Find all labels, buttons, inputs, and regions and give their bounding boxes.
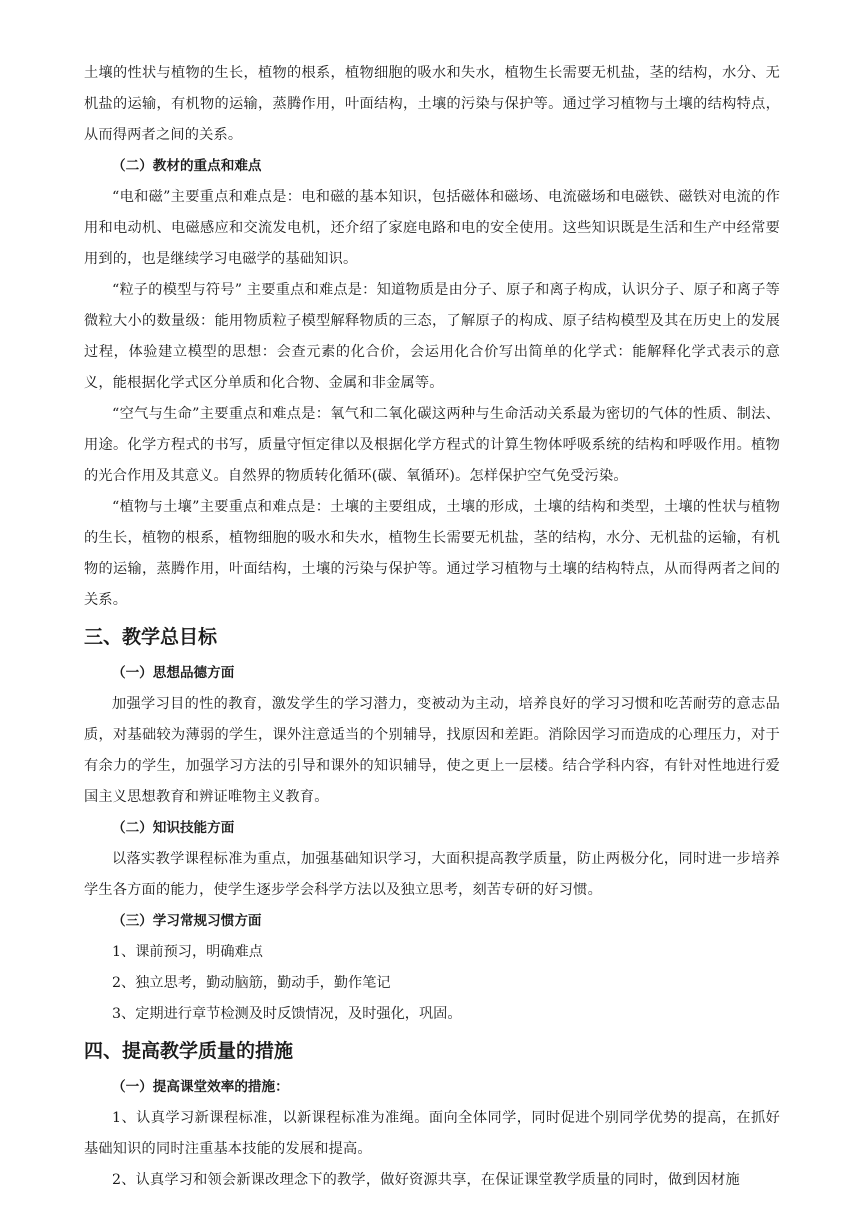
- section-heading-teaching-goals: 三、教学总目标: [84, 626, 218, 648]
- paragraph-measure-1: 1、认真学习新课程标准，以新课程标准为准绳。面向全体同学，同时促进个别同学优势的提高，在抓好基础知识的同时注重基本技能的发展和提高。: [84, 1110, 780, 1157]
- paragraph-plants-soil-continued: 土壤的性状与植物的生长，植物的根系，植物细胞的吸水和失水，植物生长需要无机盐，茎的结构，水分、无机盐的运输，有机物的运输，蒸腾作用，叶面结构，土壤的污染与保护等。通过学习植物与土壤的结构特点，从而得两者之间的关系。: [84, 65, 780, 143]
- section-heading-quality-measures: 四、提高教学质量的措施: [84, 1040, 294, 1062]
- paragraph-plants-soil: “植物与土壤”主要重点和难点是：土壤的主要组成，土壤的形成，土壤的结构和类型，土壤的性状与植物的生长，植物的根系，植物细胞的吸水和失水，植物生长需要无机盐，茎的结构，水分、无机盐的运输，有机物的运输，蒸腾作用，叶面结构，土壤的污染与保护等。通过学习植物与土壤的结构特点，从而得两者之间的关系。: [84, 499, 780, 608]
- paragraph-particle-model: “粒子的模型与符号” 主要重点和难点是：知道物质是由分子、原子和离子构成，认识分子、原子和离子等微粒大小的数量级：能用物质粒子模型解释物质的三态，了解原子的构成、原子结构模型及其在历史上的发展过程，体验建立模型的思想：会查元素的化合价，会运用化合价写出简单的化学式：能解释化学式表示的意义，能根据化学式区分单质和化合物、金属和非金属等。: [84, 282, 780, 391]
- paragraph-air-life: “空气与生命”主要重点和难点是：氧气和二氧化碳这两种与生命活动关系最为密切的气体的性质、制法、用途。化学方程式的书写，质量守恒定律以及根据化学方程式的计算生物体呼吸系统的结构和呼吸作用。植物的光合作用及其意义。自然界的物质转化循环(碳、氧循环)。怎样保护空气免受污染。: [84, 406, 780, 484]
- subheading-knowledge-skills: （二）知识技能方面: [112, 820, 235, 836]
- subheading-key-difficult-points: （二）教材的重点和难点: [112, 158, 262, 174]
- list-item: 3、定期进行章节检测及时反馈情况，及时强化，巩固。: [112, 1006, 462, 1022]
- paragraph-electricity-magnetism: “电和磁”主要重点和难点是：电和磁的基本知识，包括磁体和磁场、电流磁场和电磁铁、磁铁对电流的作用和电动机、电磁感应和交流发电机，还介绍了家庭电路和电的安全使用。这些知识既是生活和生产中经常要用到的，也是继续学习电磁学的基础知识。: [84, 189, 780, 267]
- paragraph-measure-2: 2、认真学习和领会新课改理念下的教学，做好资源共享，在保证课堂教学质量的同时，做到因材施: [112, 1172, 740, 1188]
- subheading-classroom-efficiency: （一）提高课堂效率的措施：: [112, 1079, 289, 1095]
- paragraph-moral-education: 加强学习目的性的教育，激发学生的学习潜力，变被动为主动，培养良好的学习习惯和吃苦耐劳的意志品质，对基础较为薄弱的学生，课外注意适当的个别辅导，找原因和差距。消除因学习而造成的心理压力，对于有余力的学生，加强学习方法的引导和课外的知识辅导，使之更上一层楼。结合学科内容，有针对性地进行爱国主义思想教育和辨证唯物主义教育。: [84, 696, 780, 805]
- list-item: 1、课前预习，明确难点: [112, 944, 263, 960]
- list-item: 2、独立思考，勤动脑筋，勤动手，勤作笔记: [112, 975, 391, 991]
- subheading-study-habits: （三）学习常规习惯方面: [112, 913, 262, 929]
- document-page: [84, 58, 780, 1196]
- subheading-moral-education: （一）思想品德方面: [112, 665, 235, 681]
- paragraph-knowledge-skills: 以落实教学课程标准为重点，加强基础知识学习，大面积提高教学质量，防止两极分化，同时进一步培养学生各方面的能力，使学生逐步学会科学方法以及独立思考，刻苦专研的好习惯。: [84, 851, 780, 898]
